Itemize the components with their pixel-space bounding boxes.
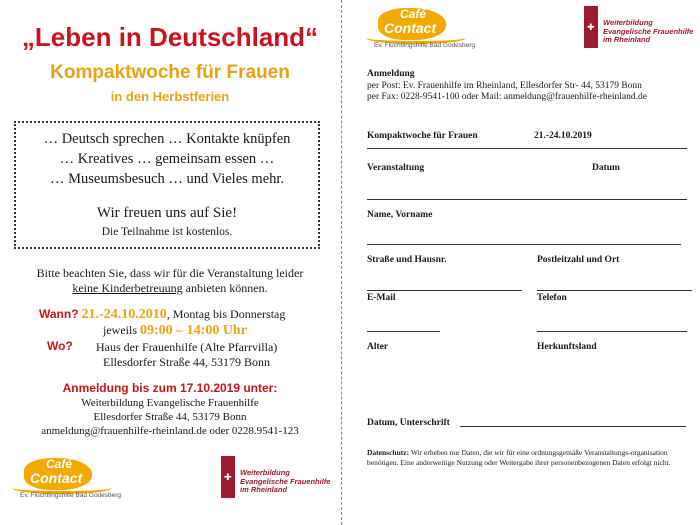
name-label: Name, Vorname — [367, 210, 433, 220]
cut-line — [341, 0, 342, 525]
time-row — [103, 323, 247, 339]
plz-field[interactable] — [537, 290, 692, 291]
welcome-text: Wir freuen uns auf Sie! — [96, 205, 238, 221]
when-row — [39, 307, 285, 323]
registration-line-2: Ellesdorfer Straße 44, 53179 Bonn — [93, 411, 247, 423]
cross-icon: ✚ — [587, 23, 595, 33]
activities-line-2: … Kreatives … gemeinsam essen … — [59, 151, 275, 167]
cafe-logo-text-1: Café — [46, 457, 73, 471]
when-range: , Montag bis Donnerstag — [166, 307, 286, 321]
flyer-subtitle-season: in den Herbstferien — [110, 89, 230, 104]
where-label: Wo? — [47, 339, 73, 353]
unterschrift-label: Datum, Unterschrift — [367, 418, 450, 428]
event-line — [367, 148, 687, 149]
plz-label: Postleitzahl und Ort — [537, 255, 620, 265]
childcare-note-line-1: Bitte beachten Sie, dass wir für die Veranstaltung leider — [36, 266, 304, 280]
activities-line-3: … Museumsbesuch … und Vieles mehr. — [49, 171, 285, 187]
registration-heading: Anmeldung bis zum 17.10.2019 unter: — [62, 381, 278, 395]
daily-label: jeweils — [103, 323, 140, 337]
free-participation-text: Die Teilnahme ist kostenlos. — [101, 226, 233, 238]
childcare-note — [0, 266, 340, 296]
registration-line-1: Weiterbildung Evangelische Frauenhilfe — [81, 397, 259, 409]
registration-post: per Post: Ev. Frauenhilfe im Rheinland, Ellesdorfer Str- 44, 53179 Bonn — [367, 80, 642, 91]
childcare-note-line-2 — [0, 281, 340, 296]
registration-line-3: anmeldung@frauenhilfe-rheinland.de oder 0228.9541-123 — [41, 425, 299, 437]
telefon-field[interactable] — [537, 331, 687, 332]
where-row — [47, 339, 73, 354]
time-value: 09:00 – 14:00 Uhr — [140, 323, 247, 338]
email-label: E-Mail — [367, 293, 396, 303]
event-date: 21.-24.10.2019 — [534, 131, 592, 141]
event-name: Kompaktwoche für Frauen — [367, 131, 478, 141]
activities-line-1: … Deutsch sprechen … Kontakte knüpfen — [43, 131, 291, 147]
when-label: Wann? — [39, 307, 79, 321]
when-date: 21.-24.10.2010 — [81, 307, 167, 322]
cafe-logo-text-2: Contact — [30, 470, 83, 486]
registration-contact — [367, 69, 647, 104]
no-childcare-underlined: keine Kinderbetreuung — [72, 281, 183, 295]
cross-icon: ✚ — [224, 473, 232, 483]
veranstaltung-label: Veranstaltung — [367, 163, 425, 173]
datum-label: Datum — [592, 163, 620, 173]
flyer-subtitle: Kompaktwoche für Frauen — [50, 62, 290, 83]
alter-label: Alter — [367, 342, 389, 352]
ev-frauenhilfe-logo — [221, 456, 331, 500]
cafe-contact-logo-right: Café Contact Ev. Flüchtlingshilfe Bad Godesberg — [364, 8, 484, 52]
email-field[interactable] — [367, 331, 440, 332]
privacy-label: Datenschutz: — [367, 448, 410, 457]
ev-frauenhilfe-logo-text: Weiterbildung Evangelische Frauenhilfe im Rheinland — [240, 468, 331, 494]
flyer-title: „Leben in Deutschland“ — [21, 22, 319, 52]
activities-box — [14, 121, 320, 249]
registration-address — [0, 396, 340, 438]
name-field[interactable] — [367, 244, 681, 245]
registration-fax-mail: per Fax: 0228-9541-100 oder Mail: anmeldung@frauenhilfe-rheinland.de — [367, 92, 647, 102]
strasse-field[interactable] — [367, 290, 522, 291]
strasse-label: Straße und Hausnr. — [367, 255, 447, 265]
privacy-text: Wir erheben nur Daten, die wir für eine ordnungsgemäße Veranstaltungs-organisation benötigen. Eine anderweitige Nutzung oder Weitergabe ihrer personenbezogenen Daten erfolgt nicht. — [367, 448, 671, 467]
veranstaltung-field[interactable] — [367, 199, 687, 200]
registration-title: Anmeldung — [367, 69, 415, 79]
cafe-contact-logo — [10, 458, 130, 502]
cafe-logo-subtitle: Ev. Flüchtlingshilfe Bad Godesberg — [20, 492, 122, 499]
ev-frauenhilfe-logo-right: ✚ Weiterbildung Evangelische Frauenhilfe im Rheinland — [584, 6, 694, 50]
herkunft-label: Herkunftsland — [537, 342, 597, 352]
privacy-notice — [367, 448, 685, 468]
telefon-label: Telefon — [537, 293, 567, 303]
where-line-2: Ellesdorfer Straße 44, 53179 Bonn — [103, 355, 270, 369]
unterschrift-field[interactable] — [460, 426, 686, 427]
where-line-1: Haus der Frauenhilfe (Alte Pfarrvilla) — [96, 340, 278, 354]
childcare-note-rest: anbieten können. — [182, 281, 268, 295]
